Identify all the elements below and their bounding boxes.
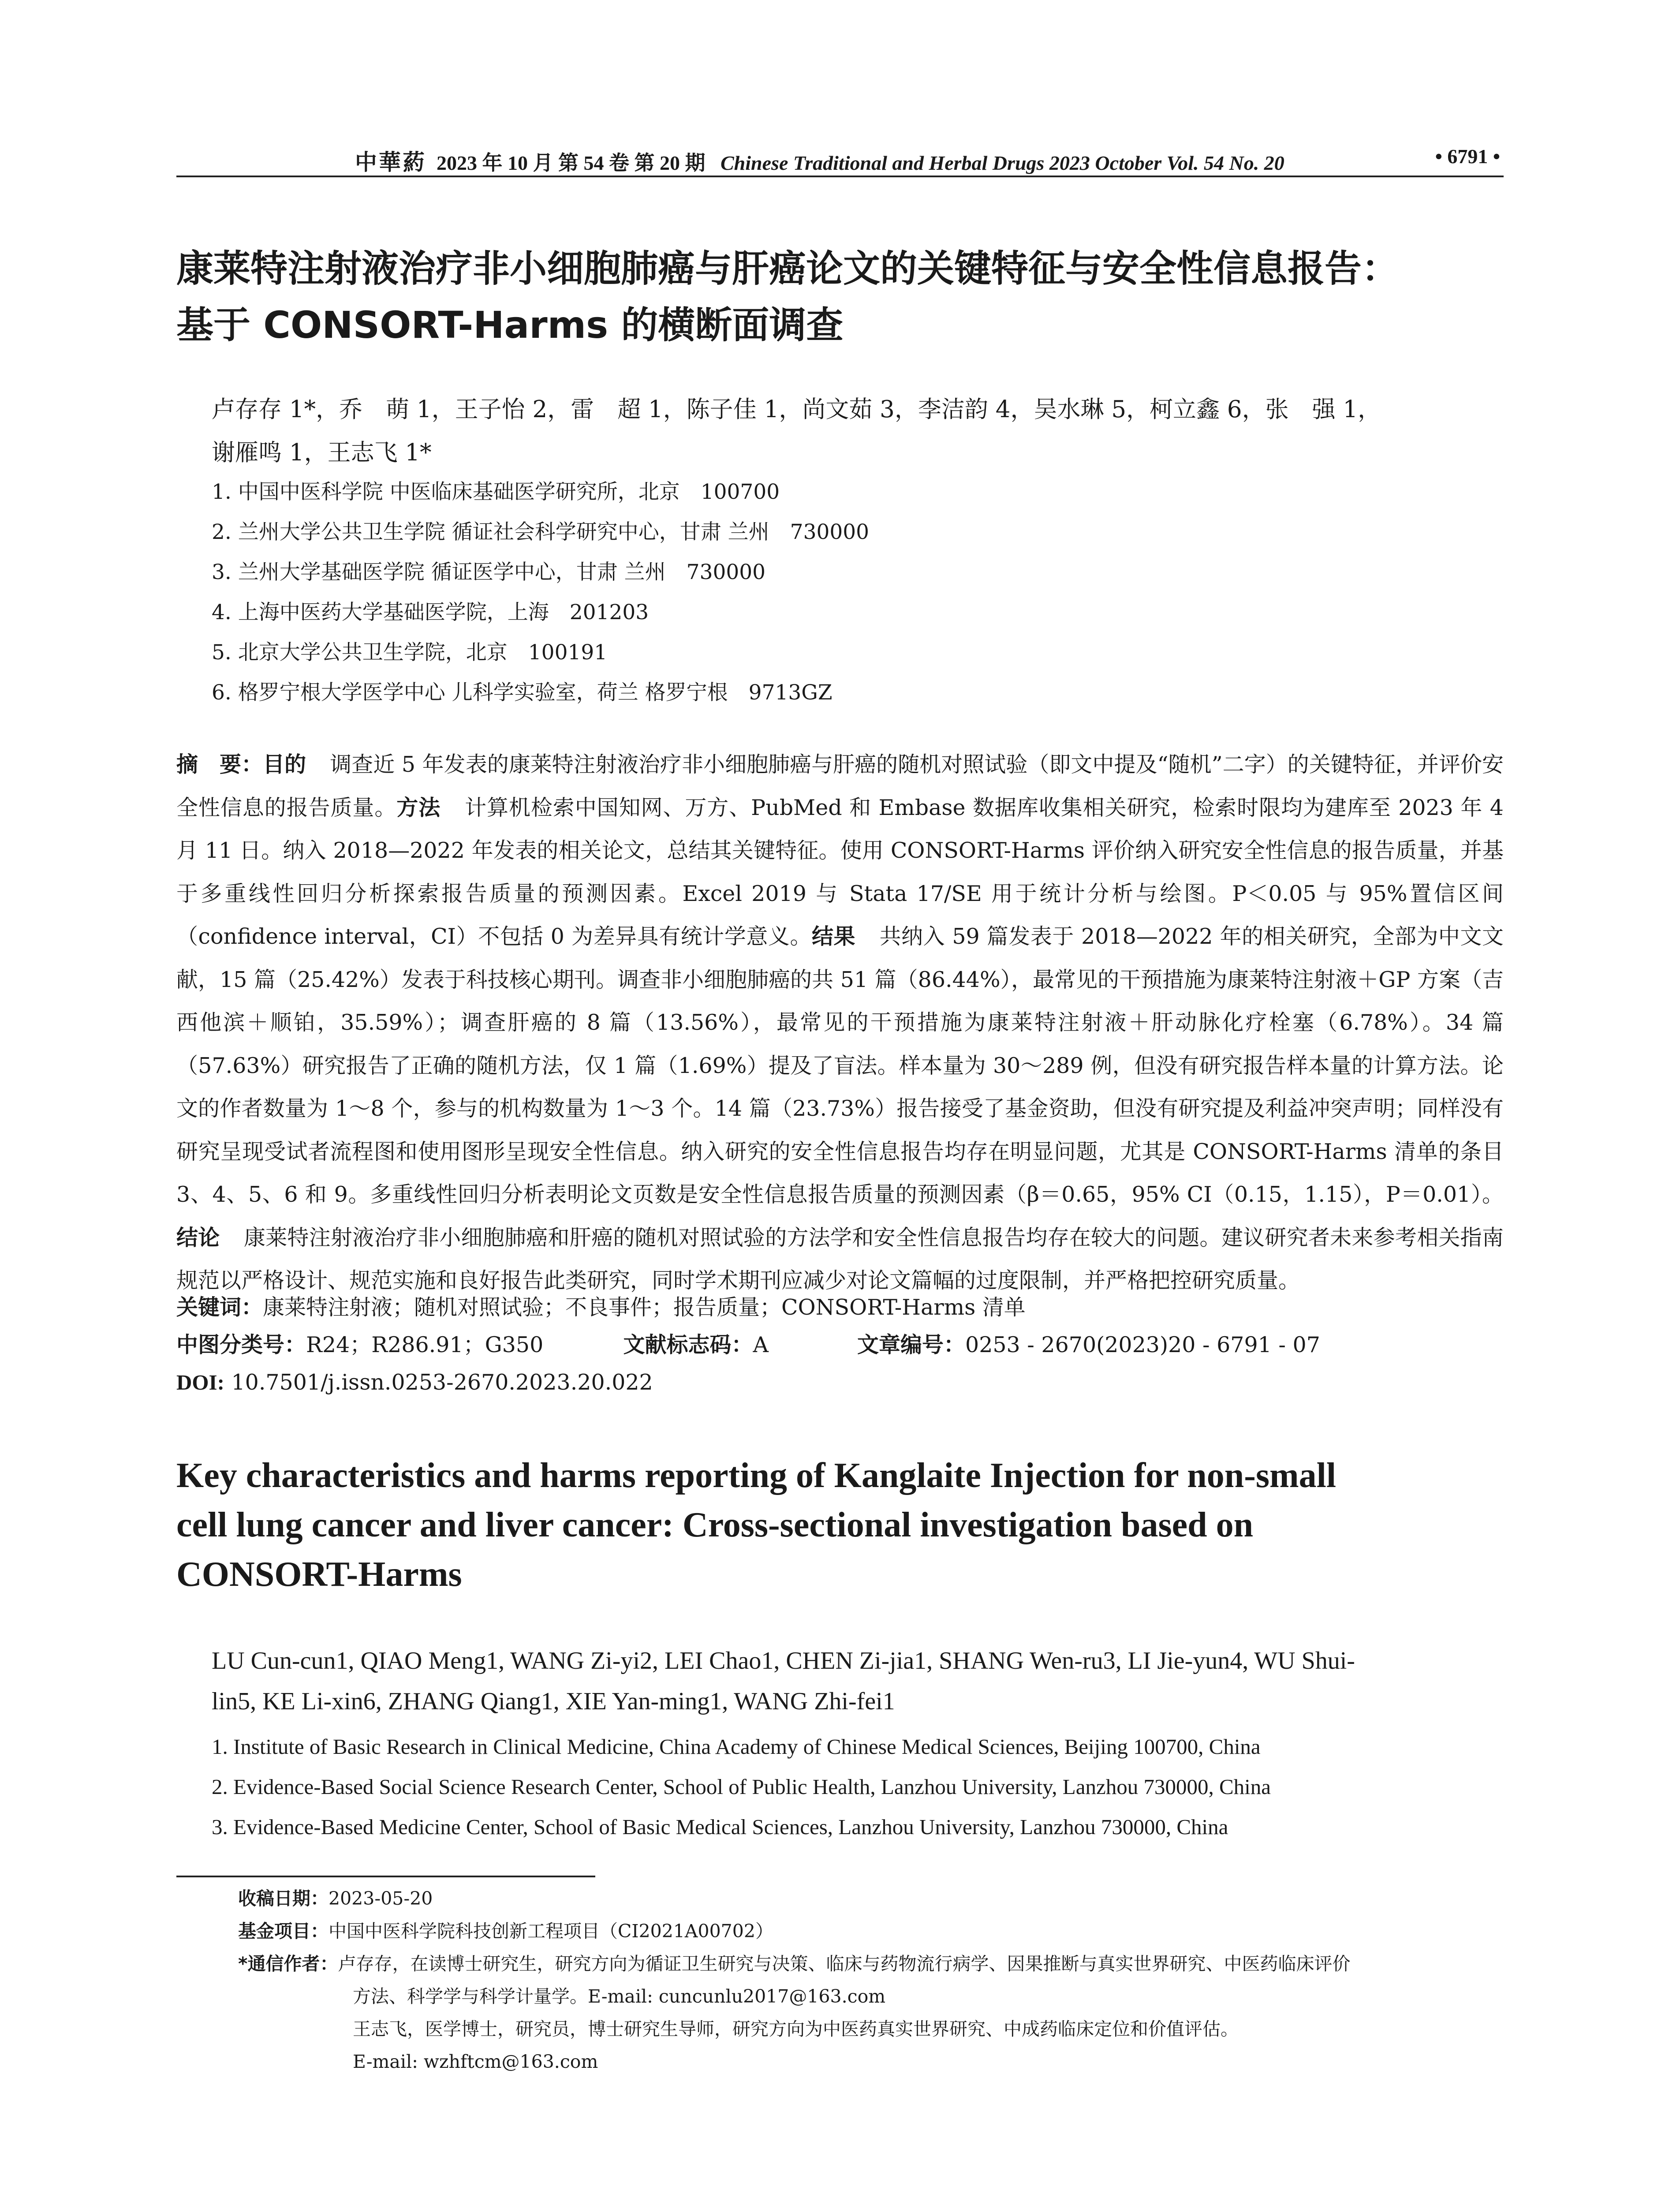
title-en-line1: Key characteristics and harms reporting of Kanglaite Injection for non-small [176, 1456, 1337, 1495]
fund-value: 中国中医科学院科技创新工程项目（CI2021A00702） [329, 1921, 773, 1942]
authors-en-line1: LU Cun-cun1, QIAO Meng1, WANG Zi-yi2, LEI Chao1, CHEN Zi-jia1, SHANG Wen-ru3, LI Jie-yun4, WU Shui- [212, 1647, 1355, 1674]
issue-cn: 2023 年 10 月 第 54 卷 第 20 期 [437, 152, 706, 174]
title-en [176, 1451, 1504, 1599]
abstract-label: 摘 要： [176, 752, 263, 777]
corresponding-author [238, 1947, 1504, 1980]
article-no-value: 0253 - 2670(2023)20 - 6791 - 07 [965, 1332, 1320, 1357]
results-text: 共纳入 59 篇发表于 2018—2022 年的相关研究，全部为中文文献，15 篇（25.42%）发表于科技核心期刊。调查非小细胞肺癌的共 51 篇（86.44%），最常见的干预措施为康莱特注射液＋GP 方案（吉西他滨＋顺铂，35.59%）；调查肝癌的 8 篇（13.56%），最常见的干预措施为康莱特注射液＋肝动脉化疗栓塞（6.78%）。34 篇（57.63%）研究报告了正确的随机方法，仅 1 篇（1.69%）提及了盲法。样本量为 30～289 例，但没有研究报告样本量的计算方法。论文的作者数量为 1～8 个，参与的机构数量为 1～3 个。14 篇（23.73%）报告接受了基金资助，但没有研究提及利益冲突声明；同样没有研究呈现受试者流程图和使用图形呈现安全性信息。纳入研究的安全性信息报告均存在明显问题，尤其是 CONSORT-Harms 清单的条目 3、4、5、6 和 9。多重线性回归分析表明论文页数是安全性信息报告质量的预测因素（β＝0.65，95% CI（0.15，1.15），P＝0.01）。 [176, 924, 1504, 1207]
doi-line [176, 1363, 1504, 1402]
authors-cn-line1: 卢存存 1*，乔 萌 1，王子怡 2，雷 超 1，陈子佳 1，尚文茹 3，李洁韵 4，吴水琳 5，柯立鑫 6，张 强 1， [212, 396, 1381, 423]
affiliation-en: 2. Evidence-Based Social Science Research Center, School of Public Health, Lanzhou University, Lanzhou 730000, China [212, 1775, 1271, 1799]
header-rule [176, 176, 1504, 177]
received-value: 2023-05-20 [329, 1888, 433, 1909]
conclusion-label: 结论 [176, 1225, 220, 1250]
objective-label: 目的 [263, 752, 306, 777]
affiliation-cn: 1. 中国中医科学院 中医临床基础医学研究所，北京 100700 [212, 480, 780, 504]
affiliations-cn [212, 472, 1504, 713]
doi-link[interactable]: 10.7501/j.issn.0253-2670.2023.20.022 [231, 1370, 653, 1395]
methods-text: 计算机检索中国知网、万方、PubMed 和 Embase 数据库收集相关研究，检索时限均为建库至 2023 年 4 月 11 日。纳入 2018—2022 年发表的相关论文，总结其关键特征。使用 CONSORT-Harms 评价纳入研究安全性信息的报告质量，并基于多重线性回归分析探索报告质量的预测因素。Excel 2019 与 Stata 17/SE 用于统计分析与绘图。P＜0.05 与 95%置信区间（confidence interval，CI）不包括 0 为差异具有统计学意义。 [176, 795, 1504, 949]
received-date [238, 1882, 1504, 1915]
clc-value: R24；R286.91；G350 [306, 1332, 544, 1357]
running-header [176, 140, 1504, 176]
keywords-text: 康莱特注射液；随机对照试验；不良事件；报告质量；CONSORT-Harms 清单 [263, 1295, 1026, 1320]
abstract-cn [176, 743, 1504, 1302]
doc-code-label: 文献标志码： [623, 1332, 753, 1357]
affiliation-cn: 4. 上海中医药大学基础医学院，上海 201203 [212, 600, 649, 624]
affiliation-cn: 6. 格罗宁根大学医学中心 儿科学实验室，荷兰 格罗宁根 9713GZ [212, 680, 833, 705]
article-no-label: 文章编号： [857, 1332, 966, 1357]
affiliation-cn: 5. 北京大学公共卫生学院，北京 100191 [212, 640, 608, 665]
conclusion-text: 康莱特注射液治疗非小细胞肺癌和肝癌的随机对照试验的方法学和安全性信息报告均存在较大的问题。建议研究者未来参考相关指南规范以严格设计、规范实施和良好报告此类研究，同时学术期刊应减少对论文篇幅的过度限制，并严格把控研究质量。 [176, 1225, 1504, 1293]
journal-logo: 中華葯 [355, 149, 426, 175]
corr2-text-b: E-mail: wzhftcm@163.com [353, 2051, 598, 2072]
journal-en: Chinese Traditional and Herbal Drugs 2023 October Vol. 54 No. 20 [721, 152, 1284, 174]
clc-label: 中图分类号： [176, 1332, 306, 1357]
footnote-rule [176, 1876, 595, 1877]
title-en-line3: CONSORT-Harms [176, 1555, 462, 1594]
affiliation-cn: 2. 兰州大学公共卫生学院 循证社会科学研究中心，甘肃 兰州 730000 [212, 520, 870, 544]
authors-cn [212, 388, 1504, 475]
keywords-label: 关键词： [176, 1295, 263, 1320]
doc-code-value: A [753, 1332, 769, 1357]
objective-text: 调查近 5 年发表的康莱特注射液治疗非小细胞肺癌与肝癌的随机对照试验（即文中提及“随机”二字）的关键特征，并评价安全性信息的报告质量。 [176, 752, 1504, 820]
fund-label: 基金项目： [238, 1921, 329, 1942]
doi-label: DOI: [176, 1370, 224, 1394]
title-en-line2: cell lung cancer and liver cancer: Cross-sectional investigation based on [176, 1506, 1254, 1544]
classification-line [176, 1325, 1504, 1365]
corr1-text-b: 方法、科学学与科学计量学。E-mail: cuncunlu2017@163.com [353, 1986, 886, 2007]
authors-en-line2: lin5, KE Li-xin6, ZHANG Qiang1, XIE Yan-ming1, WANG Zhi-fei1 [212, 1688, 895, 1715]
title-cn-line2: 基于 CONSORT-Harms 的横断面调查 [176, 303, 844, 347]
authors-en [212, 1641, 1504, 1722]
fund-info [238, 1915, 1504, 1947]
methods-label: 方法 [396, 795, 441, 820]
results-label: 结果 [812, 924, 856, 949]
corr-label: *通信作者： [238, 1953, 338, 1974]
received-label: 收稿日期： [238, 1888, 329, 1909]
affiliation-en: 3. Evidence-Based Medicine Center, School of Basic Medical Sciences, Lanzhou University, Lanzhou 730000, China [212, 1815, 1228, 1839]
page-number: • 6791 • [1435, 145, 1500, 168]
title-cn-line1: 康莱特注射液治疗非小细胞肺癌与肝癌论文的关键特征与安全性信息报告： [176, 247, 1399, 290]
title-cn [176, 240, 1504, 353]
keywords-line [176, 1288, 1504, 1327]
affiliation-en: 1. Institute of Basic Research in Clinical Medicine, China Academy of Chinese Medical Sciences, Beijing 100700, China [212, 1734, 1261, 1759]
authors-cn-line2: 谢雁鸣 1，王志飞 1* [212, 439, 432, 466]
affiliations-en [212, 1727, 1504, 1847]
corr1-text-a: 卢存存，在读博士研究生，研究方向为循证卫生研究与决策、临床与药物流行病学、因果推断与真实世界研究、中医药临床评价 [338, 1953, 1351, 1974]
header-left [355, 145, 1284, 176]
footnotes [238, 1882, 1504, 2078]
corr2-text-a: 王志飞，医学博士，研究员，博士研究生导师，研究方向为中医药真实世界研究、中成药临床定位和价值评估。 [353, 2018, 1239, 2040]
affiliation-cn: 3. 兰州大学基础医学院 循证医学中心，甘肃 兰州 730000 [212, 560, 766, 584]
